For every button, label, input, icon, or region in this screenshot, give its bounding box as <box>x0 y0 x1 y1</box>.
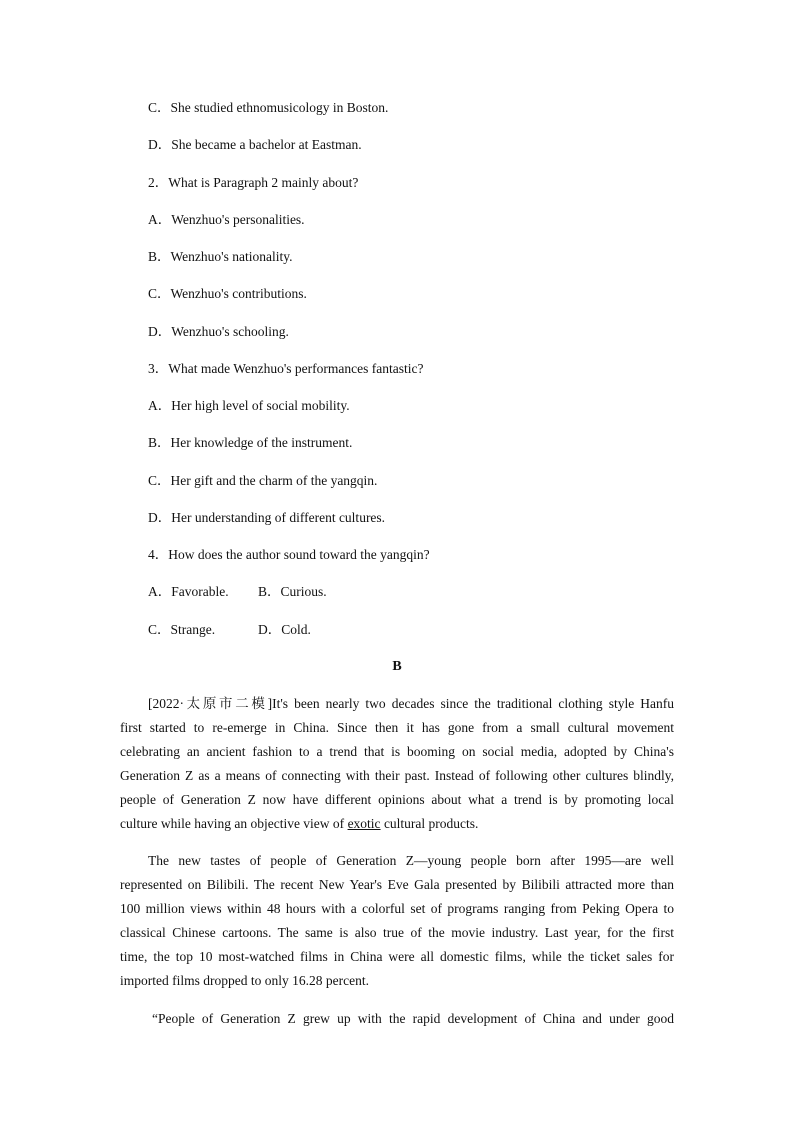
q1-option-c: C．She studied ethnomusicology in Boston. <box>148 100 389 115</box>
paragraph-line: The new tastes of people of Generation Z—young people born after 1995—are well <box>148 853 674 868</box>
paragraph-line-last <box>120 812 674 836</box>
q2-stem: 2．What is Paragraph 2 mainly about? <box>148 175 359 190</box>
line-text: culture while having an objective view of <box>120 816 348 831</box>
passage-paragraph-1 <box>120 692 674 836</box>
q3-option-b: B．Her knowledge of the instrument. <box>148 435 353 450</box>
paragraph-line: represented on Bilibili. The recent New Year's Eve Gala presented by Bilibili attracted more than <box>120 877 674 892</box>
paragraph-line: time, the top 10 most-watched films in China were all domestic films, while the ticket sales for <box>120 949 674 964</box>
underlined-word: exotic <box>347 816 381 831</box>
q4-option-c: C．Strange. <box>148 622 216 637</box>
paragraph-line: [2022·太原市二模]It's been nearly two decades since the traditional clothing style Hanfu <box>148 696 674 711</box>
q2-option-b: B．Wenzhuo's nationality. <box>148 249 293 264</box>
line-text: cultural products. <box>380 816 479 831</box>
paragraph-line: 100 million views within 48 hours with a colorful set of programs ranging from Peking Opera to <box>120 901 674 916</box>
paragraph-line: Generation Z as a means of connecting with their past. Instead of following other cultures blindly, <box>120 768 674 783</box>
paragraph-line: imported films dropped to only 16.28 percent. <box>120 973 369 988</box>
q3-option-c: C．Her gift and the charm of the yangqin. <box>148 473 378 488</box>
paragraph-line: classical Chinese cartoons. The same is also true of the movie industry. Last year, for the first <box>120 925 674 940</box>
q2-option-d: D．Wenzhuo's schooling. <box>148 324 289 339</box>
q1-option-d: D．She became a bachelor at Eastman. <box>148 137 362 152</box>
passage-paragraph-3 <box>120 1007 674 1031</box>
q4-option-a: A．Favorable. <box>148 584 229 599</box>
paragraph-line: people of Generation Z now have different opinions about what a trend is by promoting local <box>120 792 674 807</box>
q4-option-d: D．Cold. <box>258 622 311 637</box>
q2-option-a: A．Wenzhuo's personalities. <box>148 212 305 227</box>
paragraph-line: first started to re-emerge in China. Since then it has gone from a small cultural movement <box>120 720 674 735</box>
q2-option-c: C．Wenzhuo's contributions. <box>148 286 307 301</box>
q3-option-a: A．Her high level of social mobility. <box>148 398 350 413</box>
paragraph-line: celebrating an ancient fashion to a trend that is booming on social media, adopted by China's <box>120 744 674 759</box>
section-heading: B <box>392 659 402 674</box>
passage-paragraph-2 <box>120 849 674 993</box>
q3-stem: 3．What made Wenzhuo's performances fantastic? <box>148 361 424 376</box>
q4-option-b: B．Curious. <box>258 584 327 599</box>
paragraph-line: “People of Generation Z grew up with the rapid development of China and under good <box>152 1011 674 1026</box>
q4-stem: 4．How does the author sound toward the yangqin? <box>148 547 430 562</box>
q3-option-d: D．Her understanding of different cultures. <box>148 510 386 525</box>
